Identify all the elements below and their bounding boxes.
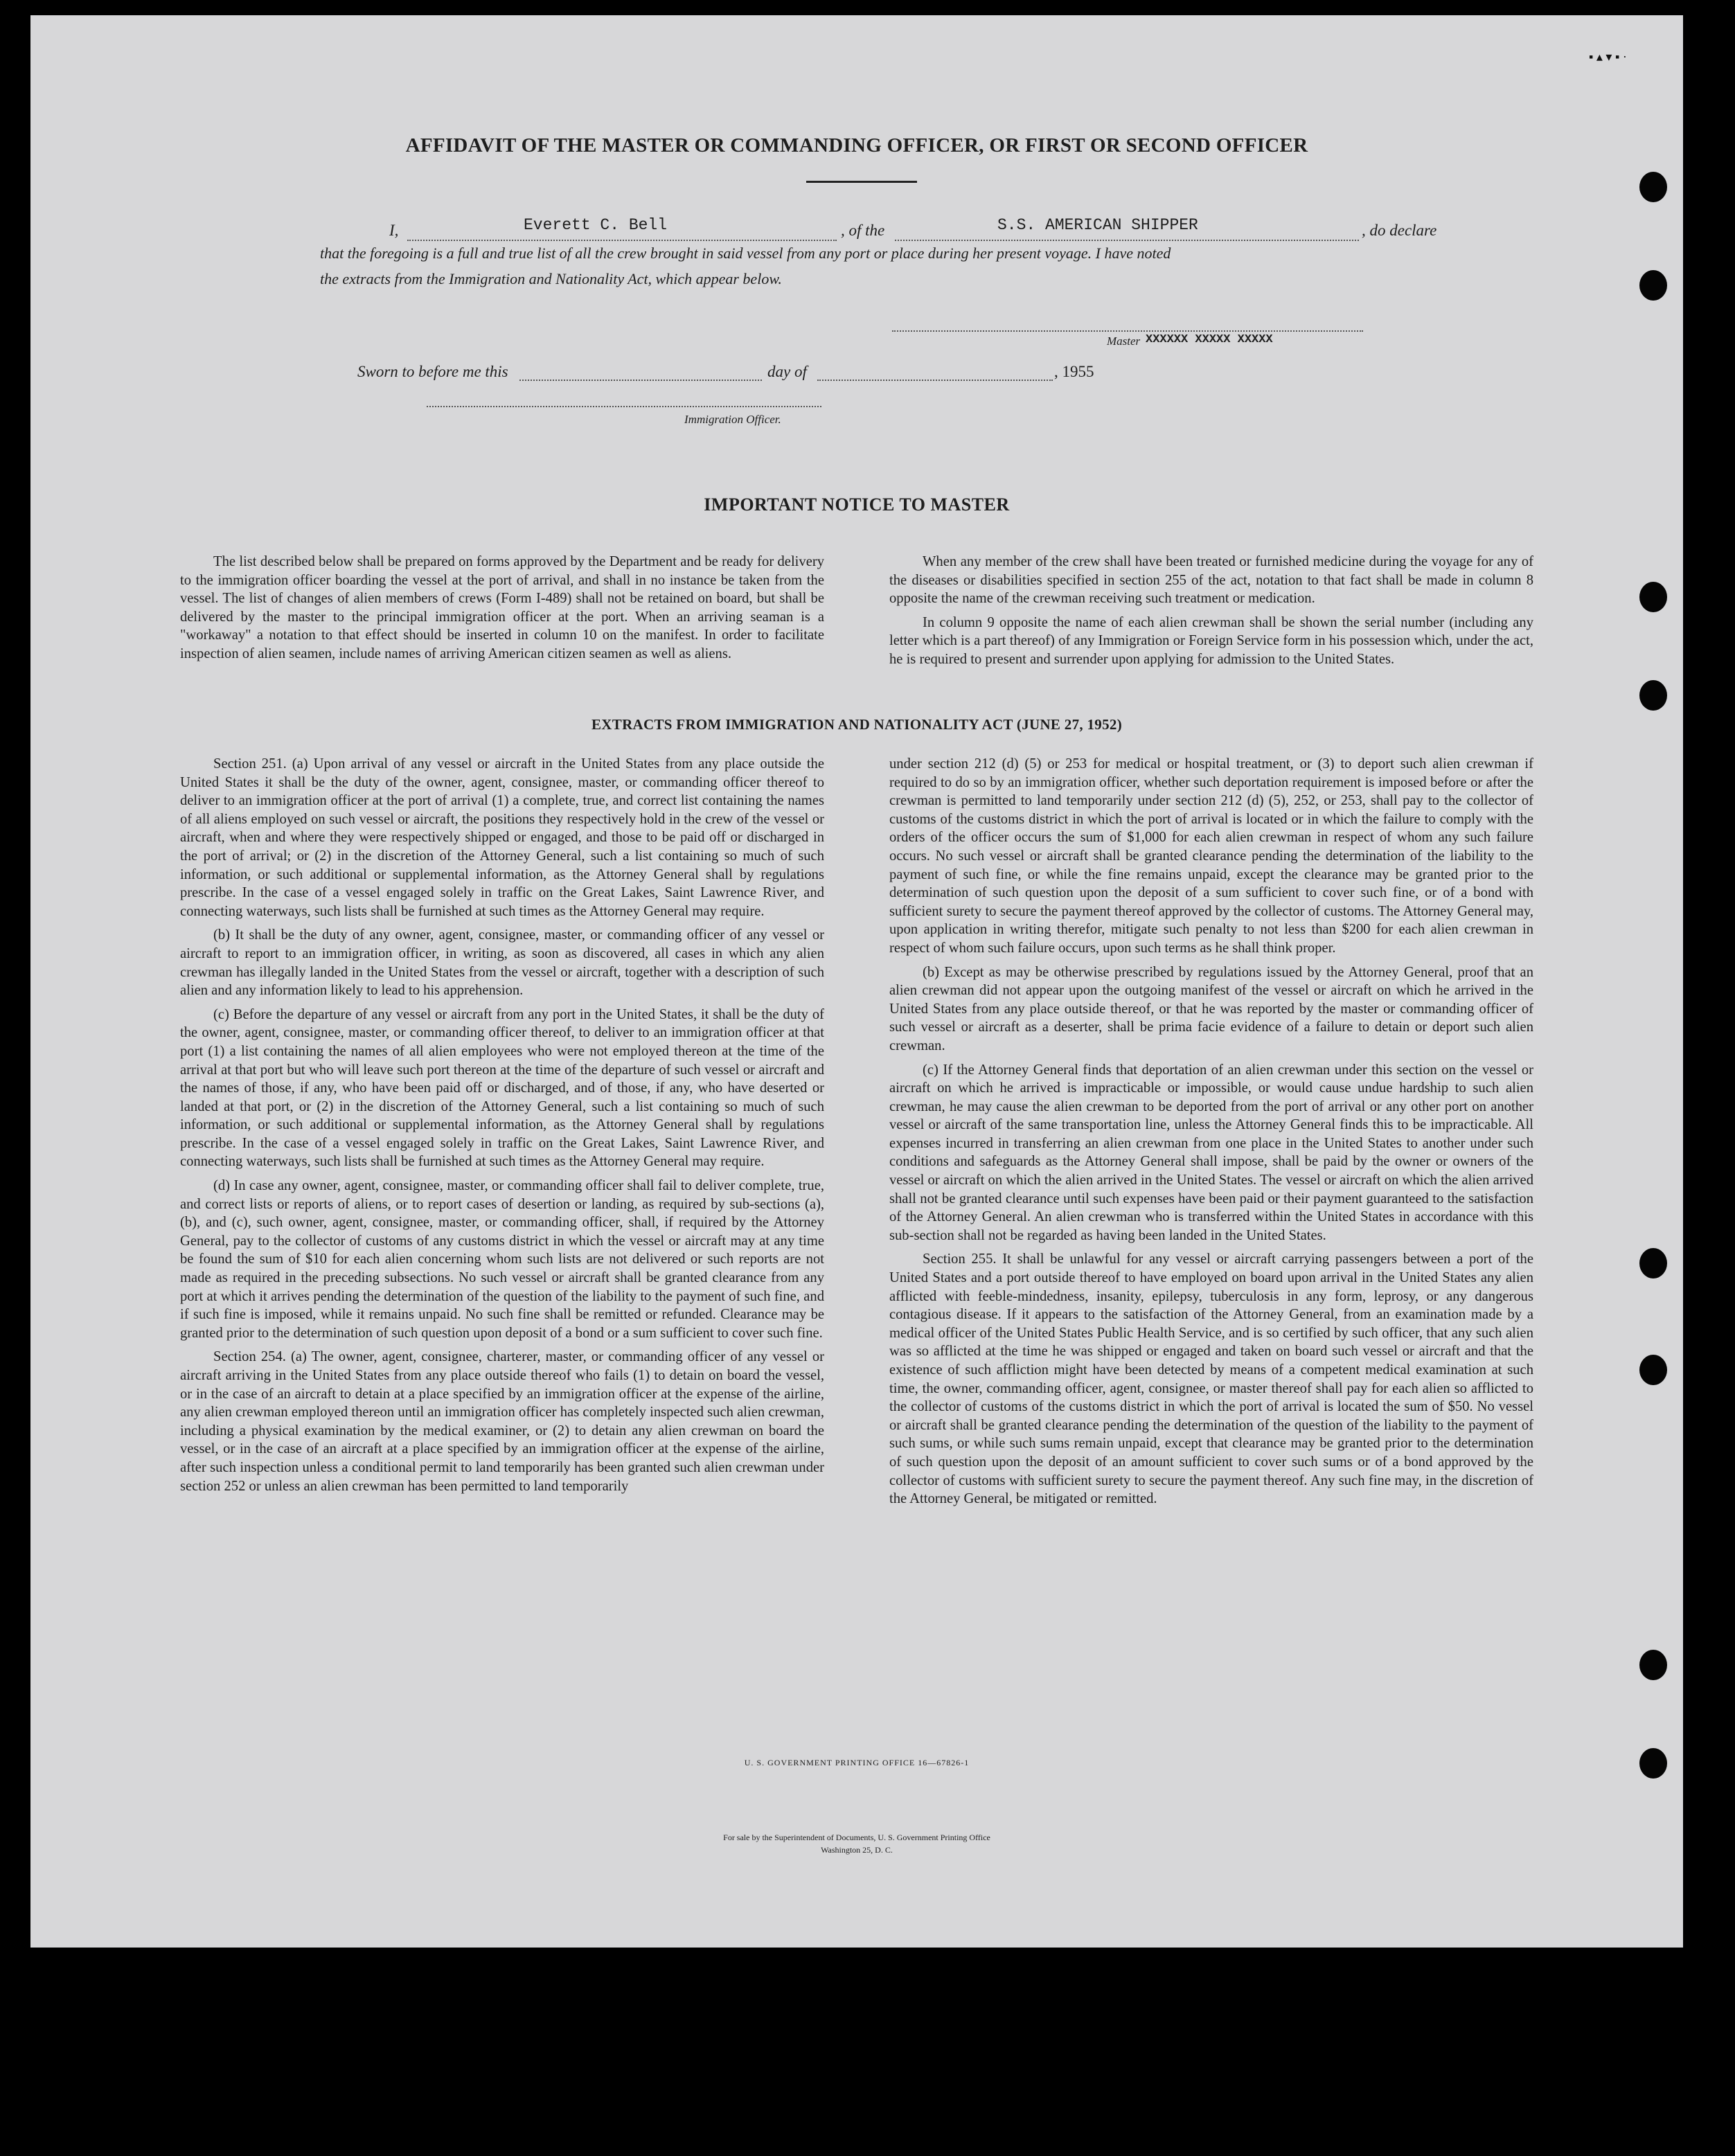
- of-the-label: , of the: [841, 222, 885, 239]
- notice-heading: IMPORTANT NOTICE TO MASTER: [704, 495, 1010, 515]
- extract-paragraph: (c) If the Attorney General finds that deportation of an alien crewman under this section on the vessel or aircraft on which he arrived is impracticable or impossible, or would cause undue hardship to such alien crewman, he may cause the alien crewman to be deported from the port of arrival or any other port on another vessel or aircraft of the same transportation line, unless the Attorney General finds this to be impracticable. All expenses incurred in transferring an alien crewman from one place in the United States to another under such conditions and safeguards as the Attorney General shall impose, shall be paid by the owner or owners of the vessel or aircraft on which the alien arrived in the United States. The vessel or aircraft on which the alien arrived shall not be granted clearance until such expenses have been paid or their payment guaranteed to the satisfaction of the Attorney General. An alien crewman who is transferred within the United States in accordance with this sub-section shall not be regarded as having been landed in the United States.: [889, 1062, 1533, 1243]
- extracts-heading: EXTRACTS FROM IMMIGRATION AND NATIONALITY ACT (JUNE 27, 1952): [591, 716, 1122, 733]
- punch-hole: [1639, 582, 1667, 612]
- notice-paragraph: In column 9 opposite the name of each alien crewman shall be shown the serial number (including any letter which is a part thereof) of any Immigration or Foreign Service form in his possession which, under the act, he is required to present and surrender upon applying for admission to the United States.: [889, 614, 1533, 667]
- master-label: Master: [1107, 335, 1141, 348]
- do-declare-label: , do declare: [1362, 222, 1437, 239]
- punch-hole: [1639, 1248, 1667, 1279]
- corner-mark-icon: ▪ ▴ ▾ ▪ ·: [1589, 50, 1627, 64]
- sworn-line: [30, 357, 1683, 385]
- declaration-text-2: the extracts from the Immigration and Nationality Act, which appear below.: [320, 270, 782, 287]
- form-page: [30, 15, 1683, 1948]
- notice-left-column: [180, 553, 824, 669]
- extract-paragraph: (b) It shall be the duty of any owner, agent, consignee, master, or commanding officer of any vessel or aircraft to report to an immigration officer, in writing, as soon as discovered, all cases in which any alien crewman has illegally landed in the United States from the vessel or aircraft, together with a description of such alien and any information likely to lead to his apprehension.: [180, 927, 824, 999]
- name-value: Everett C. Bell: [524, 216, 668, 234]
- master-struck-text: XXXXXX XXXXX XXXXX: [1146, 333, 1273, 346]
- extract-paragraph: (c) Before the departure of any vessel or aircraft from any port in the United States, it shall be the duty of the owner, agent, consignee, master, or commanding officer thereof, to deliver to an immigration officer at that port (1) a list containing the names of all alien employees who were not employed thereon at the time of the arrival at that port but who will leave such port thereon at the time of the departure of such vessel or aircraft and the names of those, if any, who have been paid off or discharged, and of those, if any, who have deserted or landed at that port, or (2) in the discretion of the Attorney General, such a list containing so much of such information, or such additional or supplemental information, as the Attorney General shall by regulations prescribe. In the case of a vessel engaged solely in traffic on the Great Lakes, Saint Lawrence River, and connecting waterways, such lists shall be furnished at such times as the Attorney General may require.: [180, 1006, 824, 1170]
- title-rule: [806, 181, 917, 183]
- punch-hole: [1639, 270, 1667, 301]
- vessel-value: S.S. AMERICAN SHIPPER: [997, 216, 1198, 234]
- day-of-label: day of: [767, 363, 807, 380]
- extract-paragraph: Section 251. (a) Upon arrival of any vessel or aircraft in the United States from any place outside the United States it shall be the duty of the owner, agent, consignee, master, or commanding officer thereof to deliver to an immigration officer at the port of arrival (1) a complete, true, and correct list containing the names of all aliens employed on such vessel or aircraft, the positions they respectively hold in the crew of the vessel or aircraft, when and where they were respectively shipped or engaged, and those to be paid off or discharged in the port of arrival; or (2) in the discretion of the Attorney General, such a list containing so much of such information, or such additional or supplemental information, as the Attorney General shall by regulations prescribe. In the case of a vessel engaged solely in traffic on the Great Lakes, Saint Lawrence River, and connecting waterways, such lists shall be furnished at such times as the Attorney General may require.: [180, 756, 824, 919]
- declaration-line: [320, 213, 1442, 244]
- extract-paragraph: Section 255. It shall be unlawful for any vessel or aircraft carrying passengers between a port of the United States and a port outside thereof to have employed on board upon arrival in the United States any alien afflicted with feeble-mindedness, insanity, epilepsy, tuberculosis in any form, leprosy, or any dangerous contagious disease. If it appears to the satisfaction of the Attorney General, from an examination made by a medical officer of the United States Public Health Service, and is so certified by such officer, that any such alien was so afflicted at the time he was shipped or engaged and taken on board such vessel or aircraft and that the existence of such affliction might have been detected by means of a competent medical examination at such time, the owner, commanding officer, agent, consignee, or master thereof shall pay for each alien so afflicted to the collector of customs of the customs district in which the port of arrival is located the sum of $50. No vessel or aircraft shall be granted clearance pending the determination of the question of the liability to the payment of such sums, or while such sums remain unpaid, except that clearance may be granted prior to the determination of such question upon the deposit of an amount sufficient to cover such sums or of a bond approved by the collector of customs with sufficient surety to secure the payment thereof. Any such fine may, in the discretion of the Attorney General, be mitigated or remitted.: [889, 1251, 1533, 1507]
- master-signature-line[interactable]: [892, 330, 1363, 355]
- sworn-label: Sworn to before me this: [357, 363, 508, 380]
- name-field[interactable]: [407, 217, 837, 241]
- extract-paragraph: (d) In case any owner, agent, consignee, master, or commanding officer shall fail to deliver complete, true, and correct lists or reports of aliens, or to report cases of desertion or landing, as required by sub-sections (a), (b), and (c), such owner, agent, consignee, master, or commanding officer, shall, if required by the Attorney General, pay to the collector of customs of any customs district in which the vessel or aircraft may at any time be found the sum of $10 for each alien concerning whom such lists are not delivered or such reports are not made as required in the preceding subsections. No such vessel or aircraft shall be granted clearance from any port at which it arrives pending the determination of the question of the liability to the payment of such fine, and if such fine is imposed, while it remains unpaid. No such fine shall be remitted or refunded. Clearance may be granted prior to the determination of such question upon deposit of a bond or a sum sufficient to cover such fine.: [180, 1178, 824, 1341]
- form-title: AFFIDAVIT OF THE MASTER OR COMMANDING OFFICER, OR FIRST OR SECOND OFFICER: [405, 134, 1308, 157]
- notice-paragraph: When any member of the crew shall have been treated or furnished medicine during the voyage for any of the diseases or disabilities specified in section 255 of the act, notation to that fact shall be made in column 8 opposite the name of the crewman receiving such treatment or medication.: [889, 554, 1533, 607]
- punch-hole: [1639, 1355, 1667, 1385]
- sale-line-2: Washington 25, D. C.: [821, 1845, 893, 1855]
- extract-paragraph: Section 254. (a) The owner, agent, consignee, charterer, master, or commanding officer of any vessel or aircraft arriving in the United States from any place outside thereof who fails (1) to detain on board the vessel, or in the case of an aircraft to detain at a place specified by an immigration officer at the expense of the airline, any alien crewman employed thereon until an immigration officer has completely inspected such alien crewman, including a physical examination by the medical examiner, or (2) to detain any alien crewman on board the vessel, or in the case of an aircraft at a place specified by an immigration officer at the expense of the airline, after such inspection unless a conditional permit to land temporarily has been granted such alien crewman under section 252 or unless an alien crewman has been permitted to land temporarily: [180, 1349, 824, 1494]
- notice-paragraph: The list described below shall be prepared on forms approved by the Department and be ready for delivery to the immigration officer boarding the vessel at the port of arrival, and shall in no instance be taken from the vessel. The list of changes of alien members of crews (Form I-489) shall not be retained on board, but shall be delivered by the master to the principal immigration officer at the port. When an arriving seaman is a "workaway" a notation to that effect should be inserted in column 10 on the manifest. In order to facilitate inspection of alien seamen, include names of arriving American citizen seamen as well as aliens.: [180, 554, 824, 661]
- immigration-officer-line[interactable]: [427, 406, 821, 435]
- punch-hole: [1639, 172, 1667, 202]
- sale-line-1: For sale by the Superintendent of Documents, U. S. Government Printing Office: [723, 1833, 990, 1842]
- sworn-year: , 1955: [1054, 363, 1094, 380]
- punch-hole: [1639, 680, 1667, 711]
- printer-imprint: U. S. GOVERNMENT PRINTING OFFICE 16—67826-1: [744, 1758, 970, 1767]
- immigration-officer-label: Immigration Officer.: [684, 413, 781, 426]
- sworn-day-field[interactable]: [519, 357, 762, 381]
- extract-paragraph: (b) Except as may be otherwise prescribed by regulations issued by the Attorney General, proof that an alien crewman did not appear upon the outgoing manifest of the vessel or aircraft on which he arrived in the United States from any place outside thereof, or that he was reported by the master or commanding officer of such vessel or aircraft as a deserter, shall be prima facie evidence of a failure to detain or deport such alien crewman.: [889, 964, 1533, 1053]
- extract-paragraph: under section 212 (d) (5) or 253 for medical or hospital treatment, or (3) to deport such alien crewman if required to do so by an immigration officer, whether such deportation requirement is imposed before or after the crewman is permitted to land temporarily under section 212 (d) (5), 252, or 253, shall pay to the collector of customs of the customs district in which the port of arrival is located or in which the failure to comply with the orders of the officer occurs the sum of $1,000 for each alien crewman in respect of whom any such failure occurs. No such vessel or aircraft shall be granted clearance pending the determination of the liability to the payment of such fine, or while the fine remains unpaid, except the clearance may be granted prior to the determination of such question upon the deposit of a sum sufficient to cover such fine, or of a bond with sufficient surety to secure the payment thereof approved by the collector of customs. The Attorney General may, upon application in writing therefor, mitigate such penalty to not less than $200 for each alien crewman in respect of whom such failure occurs, upon such terms as he shall think proper.: [889, 756, 1533, 956]
- extracts-right-column: [889, 755, 1533, 1514]
- notice-right-column: [889, 553, 1533, 675]
- extracts-left-column: [180, 755, 824, 1501]
- declaration-text-1: that the foregoing is a full and true list of all the crew brought in said vessel from any port or place during her present voyage. I have noted: [320, 244, 1171, 262]
- i-label: I,: [389, 222, 399, 239]
- punch-hole: [1639, 1650, 1667, 1680]
- vessel-field[interactable]: [895, 217, 1359, 241]
- sworn-month-field[interactable]: [817, 357, 1053, 381]
